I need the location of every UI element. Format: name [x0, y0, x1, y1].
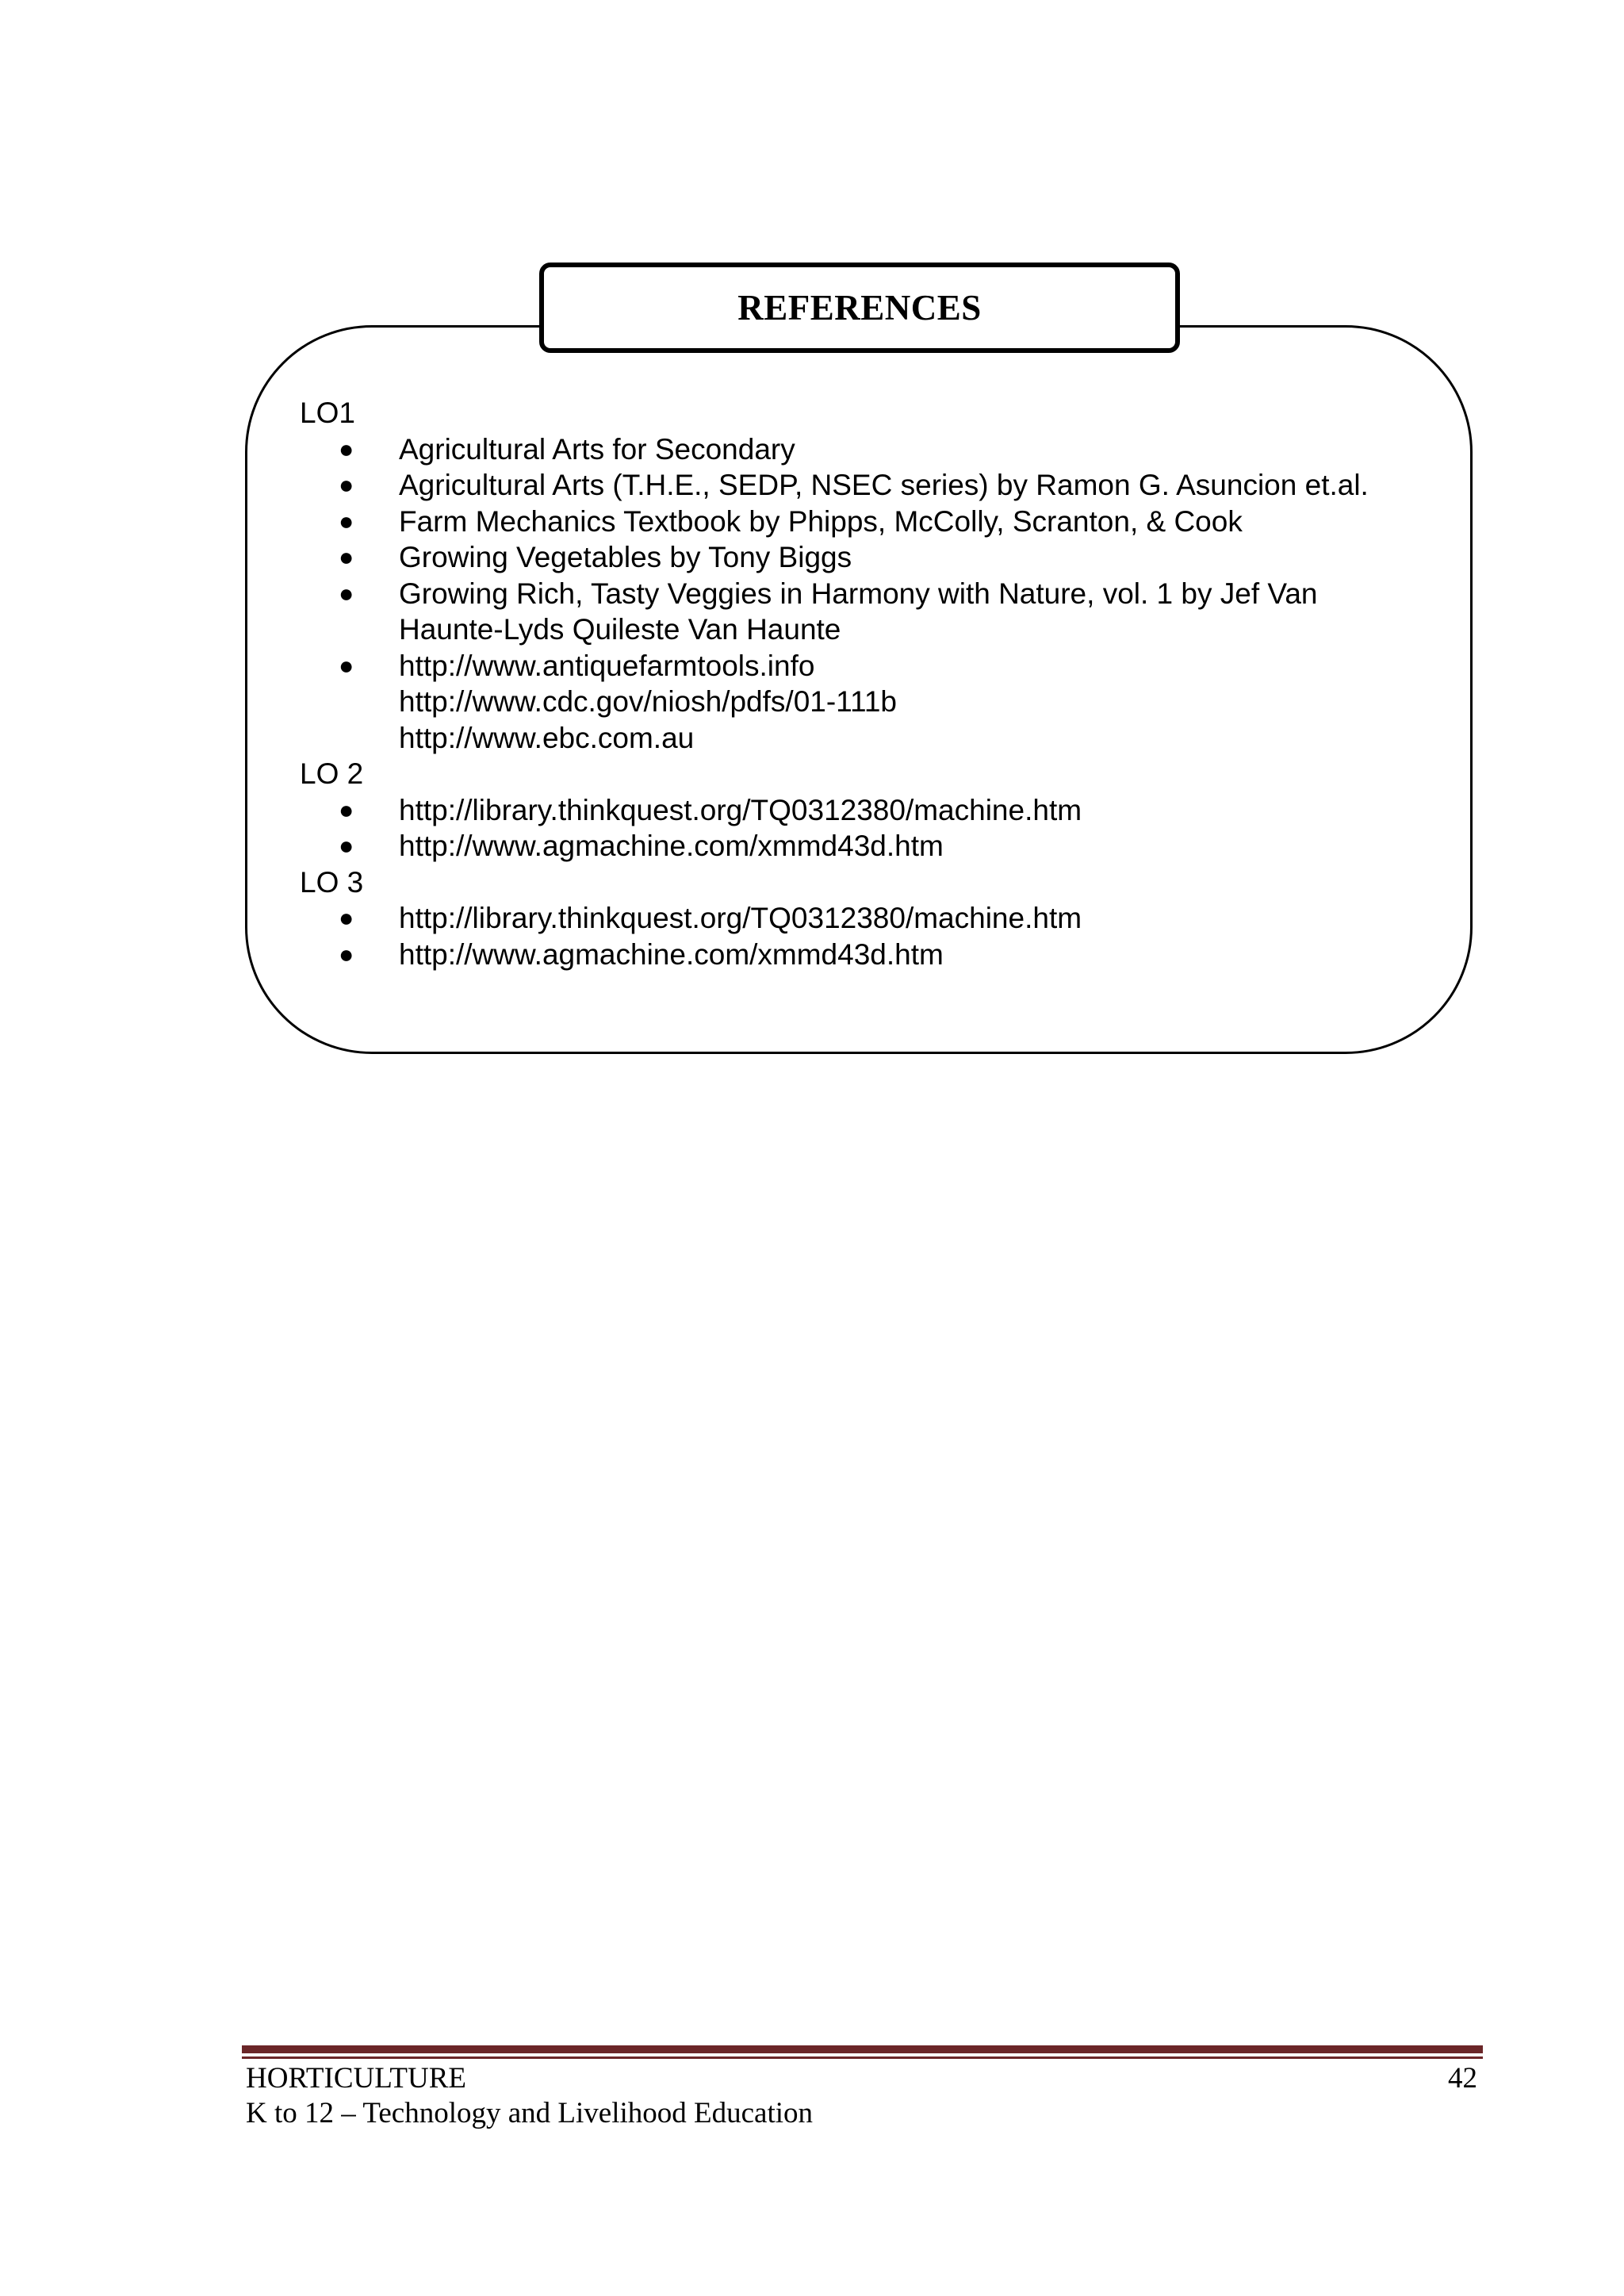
reference-item — [339, 539, 1457, 576]
reference-line: http://library.thinkquest.org/TQ0312380/machine.htm — [399, 902, 1082, 934]
footer-rule — [242, 2045, 1483, 2053]
reference-item — [339, 900, 1457, 937]
references-content — [300, 395, 1457, 972]
reference-line: Haunte-Lyds Quileste Van Haunte — [399, 613, 841, 646]
bullet-icon: ● — [339, 903, 354, 932]
reference-list — [300, 900, 1457, 972]
reference-line: http://www.antiquefarmtools.info — [399, 649, 815, 682]
reference-list — [300, 431, 1457, 757]
lo-label: LO1 — [300, 397, 355, 429]
reference-line: http://www.cdc.gov/niosh/pdfs/01-111b — [399, 685, 897, 718]
reference-item — [339, 792, 1457, 829]
reference-line: http://www.ebc.com.au — [399, 721, 695, 754]
reference-line: http://www.agmachine.com/xmmd43d.htm — [399, 830, 944, 862]
lo-label: LO 2 — [300, 757, 364, 790]
lo-label: LO 3 — [300, 865, 364, 899]
reference-item — [339, 467, 1457, 504]
reference-line: Agricultural Arts for Secondary — [399, 432, 795, 466]
bullet-icon: ● — [339, 542, 354, 571]
reference-item — [339, 504, 1457, 540]
reference-line: Growing Vegetables by Tony Biggs — [399, 541, 852, 573]
reference-list — [300, 792, 1457, 864]
bullet-icon: ● — [339, 939, 354, 968]
bullet-icon: ● — [339, 506, 354, 535]
bullet-icon: ● — [339, 434, 354, 463]
reference-item — [339, 431, 1457, 468]
bullet-icon: ● — [339, 470, 354, 499]
references-title-box — [539, 263, 1180, 353]
reference-line: Growing Rich, Tasty Veggies in Harmony with Nature, vol. 1 by Jef Van — [399, 577, 1318, 610]
bullet-icon: ● — [339, 795, 354, 824]
reference-line: http://library.thinkquest.org/TQ0312380/machine.htm — [399, 793, 1082, 826]
bullet-icon: ● — [339, 650, 354, 680]
reference-line: Agricultural Arts (T.H.E., SEDP, NSEC series) by Ramon G. Asuncion et.al. — [399, 469, 1369, 501]
reference-line: Farm Mechanics Textbook by Phipps, McColly, Scranton, & Cook — [399, 504, 1243, 538]
reference-item — [339, 576, 1457, 648]
bullet-icon: ● — [339, 578, 354, 608]
footer-program: K to 12 – Technology and Livelihood Education — [246, 2097, 814, 2129]
bullet-icon: ● — [339, 831, 354, 860]
footer-subject: HORTICULTURE — [246, 2062, 467, 2095]
references-title: REFERENCES — [737, 288, 982, 328]
reference-item — [339, 937, 1457, 973]
footer-rule-thin — [242, 2056, 1483, 2059]
page-number: 42 — [1448, 2062, 1477, 2095]
reference-item — [339, 648, 1457, 757]
reference-line: http://www.agmachine.com/xmmd43d.htm — [399, 937, 944, 971]
reference-item — [339, 828, 1457, 864]
